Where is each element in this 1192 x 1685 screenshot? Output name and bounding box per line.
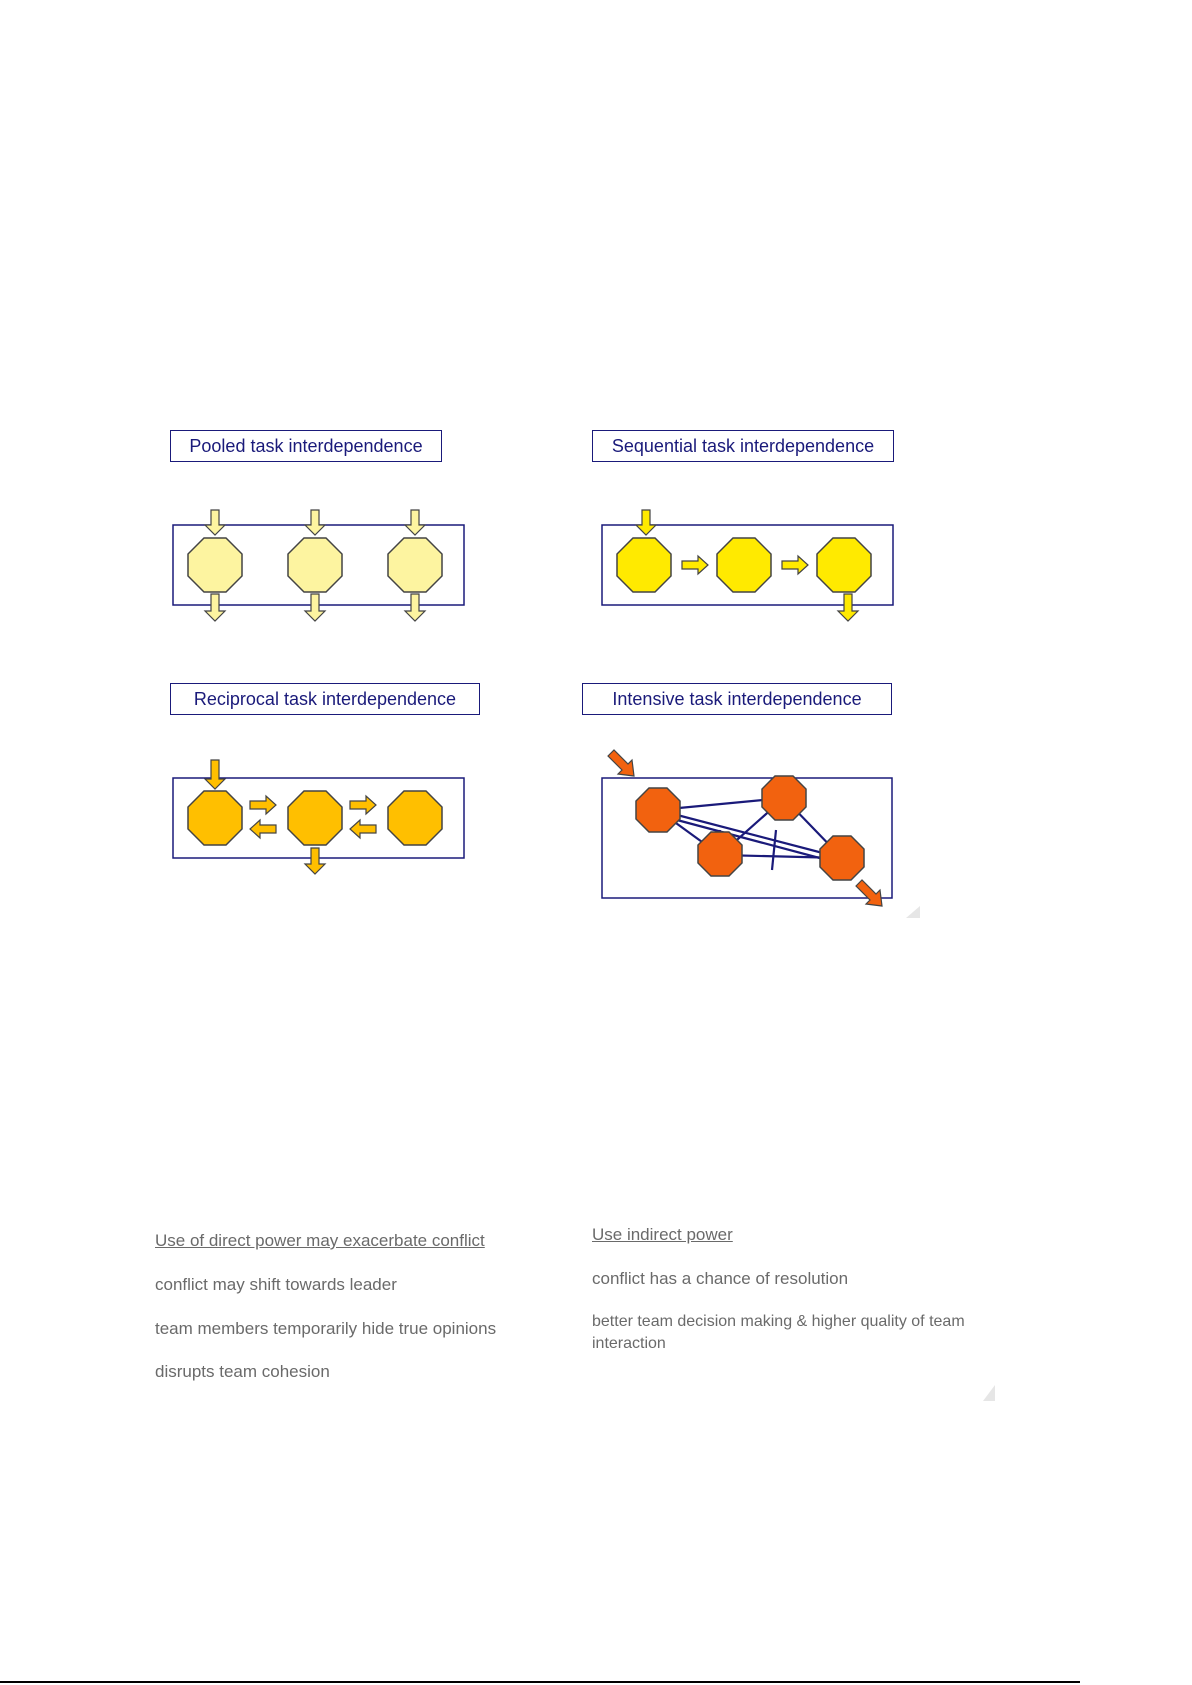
intensive-diagram <box>602 750 892 906</box>
reciprocal-right-arrow-2 <box>350 796 376 814</box>
pooled-node-1 <box>188 538 242 592</box>
reciprocal-left-arrow-1 <box>250 820 276 838</box>
pooled-out-arrow-3 <box>405 594 425 621</box>
reciprocal-left-arrow-2 <box>350 820 376 838</box>
reciprocal-diagram <box>173 760 464 874</box>
intensive-node-1 <box>636 788 680 832</box>
pooled-node-3 <box>388 538 442 592</box>
notes-right <box>592 1225 1012 1385</box>
intensive-caption: Intensive task interdependence <box>582 683 892 715</box>
sequential-node-2 <box>717 538 771 592</box>
sequential-node-1 <box>617 538 671 592</box>
reciprocal-right-arrow-1 <box>250 796 276 814</box>
intensive-links <box>658 798 842 870</box>
notes-left-item: disrupts team cohesion <box>155 1362 330 1381</box>
sequential-link-arrow-1 <box>682 556 708 574</box>
interdependence-figure <box>140 430 930 920</box>
sequential-node-3 <box>817 538 871 592</box>
notes-left-item: team members temporarily hide true opinions <box>155 1319 497 1338</box>
bottom-rule <box>0 1681 1080 1683</box>
notes-left-heading: Use of direct power may exacerbate conflict <box>155 1231 485 1250</box>
notes-left <box>155 1225 575 1385</box>
notes-right-heading: Use indirect power <box>592 1225 733 1244</box>
clipped-citation <box>150 905 570 915</box>
page-curl-bottom <box>983 1385 995 1401</box>
intensive-node-2 <box>762 776 806 820</box>
notes-left-item: conflict may shift towards leader <box>155 1275 397 1294</box>
pooled-out-arrow-1 <box>205 594 225 621</box>
pooled-node-2 <box>288 538 342 592</box>
reciprocal-node-1 <box>188 791 242 845</box>
pooled-diagram <box>173 510 464 621</box>
sequential-link-arrow-2 <box>782 556 808 574</box>
reciprocal-node-3 <box>388 791 442 845</box>
reciprocal-in-arrow <box>205 760 225 789</box>
sequential-in-arrow <box>636 510 656 535</box>
notes-right-item: better team decision making & higher quality of team interaction <box>592 1313 965 1352</box>
notes-right-item: conflict has a chance of resolution <box>592 1269 849 1288</box>
sequential-out-arrow <box>838 594 858 621</box>
interdependence-svg <box>140 430 930 920</box>
pooled-in-arrow-1 <box>205 510 225 535</box>
sequential-diagram <box>602 510 893 621</box>
reciprocal-caption: Reciprocal task interdependence <box>170 683 480 715</box>
reciprocal-node-2 <box>288 791 342 845</box>
reciprocal-out-arrow <box>305 848 325 874</box>
sequential-caption: Sequential task interdependence <box>592 430 894 462</box>
intensive-out-arrow <box>856 880 882 906</box>
intensive-node-4 <box>820 836 864 880</box>
pooled-in-arrow-3 <box>405 510 425 535</box>
page-curl-top <box>906 906 920 918</box>
pooled-out-arrow-2 <box>305 594 325 621</box>
intensive-node-3 <box>698 832 742 876</box>
intensive-in-arrow <box>608 750 634 776</box>
pooled-caption: Pooled task interdependence <box>170 430 442 462</box>
pooled-in-arrow-2 <box>305 510 325 535</box>
